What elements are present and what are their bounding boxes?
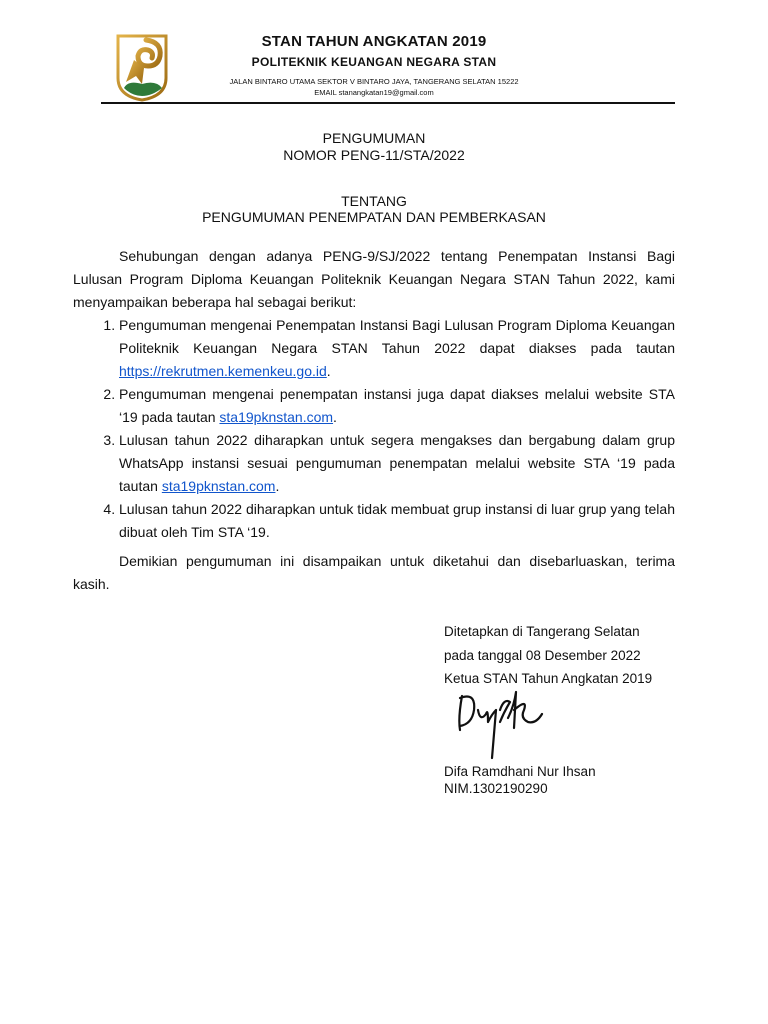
sign-date: pada tanggal 08 Desember 2022 (444, 648, 641, 663)
announcement-list (73, 314, 675, 544)
announcement-number: NOMOR PENG-11/STA/2022 (283, 147, 465, 163)
handwritten-signature (452, 688, 552, 760)
closing-paragraph: Demikian pengumuman ini disampaikan untuk diketahui dan disebarluaskan, terima kasih. (73, 553, 675, 592)
rekrutmen-link[interactable]: https://rekrutmen.kemenkeu.go.id (119, 363, 327, 379)
signer-name: Difa Ramdhani Nur Ihsan (444, 764, 596, 779)
list-item: 3. Lulusan tahun 2022 diharapkan untuk segera mengakses dan bergabung dalam grup WhatsApp instansi sesuai pengumuman penempatan melalui website STA ‘19 pada tautan sta19pknstan.com. (119, 429, 675, 498)
letterhead-divider (101, 102, 675, 104)
sign-position: Ketua STAN Tahun Angkatan 2019 (444, 671, 653, 686)
org-name: STAN TAHUN ANGKATAN 2019 (261, 33, 487, 50)
address: JALAN BINTARO UTAMA SEKTOR V BINTARO JAYA, TANGERANG SELATAN 15222 (229, 77, 519, 86)
list-item: 1. Pengumuman mengenai Penempatan Instansi Bagi Lulusan Program Diploma Keuangan Politeknik Keuangan Negara STAN Tahun 2022 dapat diakses pada tautan https://rekrutmen.kemenkeu.go.id. (119, 314, 675, 383)
intro-paragraph: Sehubungan dengan adanya PENG-9/SJ/2022 tentang Penempatan Instansi Bagi Lulusan Program Diploma Keuangan Politeknik Keuangan Negara STAN Tahun 2022, kami menyampaikan beberapa hal sebagai berikut: (73, 248, 675, 310)
sta19-website-link[interactable]: sta19pknstan.com (161, 478, 276, 494)
announcement-body (73, 245, 675, 596)
signer-nim: NIM.1302190290 (444, 781, 548, 796)
list-item: 4. Lulusan tahun 2022 diharapkan untuk tidak membuat grup instansi di luar grup yang telah dibuat oleh Tim STA ‘19. (119, 498, 675, 544)
sign-place: Ditetapkan di Tangerang Selatan (444, 624, 640, 639)
about-label: TENTANG (341, 193, 407, 209)
email: EMAIL stanangkatan19@gmail.com (314, 88, 434, 97)
institution-name: POLITEKNIK KEUANGAN NEGARA STAN (251, 55, 497, 69)
sta19-website-link[interactable]: sta19pknstan.com (219, 409, 334, 425)
announcement-subject: PENGUMUMAN PENEMPATAN DAN PEMBERKASAN (202, 209, 546, 225)
announcement-title: PENGUMUMAN (322, 130, 426, 146)
list-item: 2. Pengumuman mengenai penempatan instansi juga dapat diakses melalui website STA ‘19 pada tautan sta19pknstan.com. (119, 383, 675, 429)
